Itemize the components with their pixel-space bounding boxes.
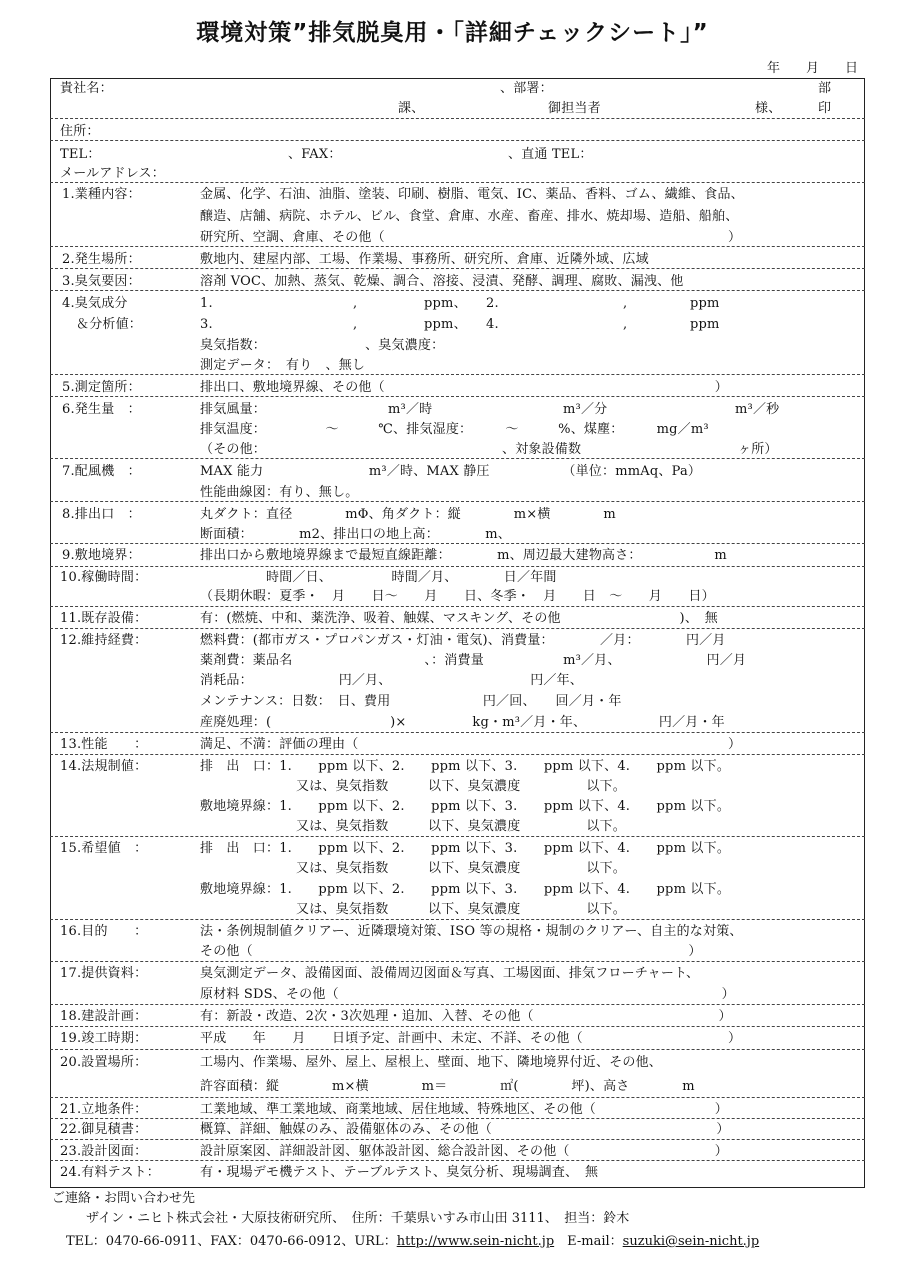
- form-text-line: 排気風量：: [200, 402, 267, 417]
- row-divider: [50, 1139, 865, 1140]
- form-text-line: 1.: [200, 296, 213, 311]
- form-text-line: 平成 年 月 日頃予定、計画中、未定、不詳、その他（ ）: [200, 1031, 742, 1046]
- form-text-line: 、FAX：: [288, 147, 342, 162]
- form-text-line: 許容面積：縦 m×横 m＝ ㎡( 坪)、高さ m: [200, 1079, 695, 1094]
- form-text-line: 設計原案図、詳細設計図、躯体設計図、総合設計図、その他（ ）: [200, 1144, 729, 1159]
- form-text-line: 14.法規制値：: [60, 759, 148, 774]
- form-text-line: 貴社名：: [60, 81, 113, 96]
- contact-heading: ご連絡・お問い合わせ先: [52, 1191, 196, 1206]
- form-text-line: 、対象設備数: [502, 442, 582, 457]
- form-text-line: 原材料 SDS、その他（ ）: [200, 987, 735, 1002]
- row-divider: [50, 140, 865, 141]
- form-text-line: 有：(燃焼、中和、薬洗浄、吸着、触媒、マスキング、その他 )、 無: [200, 611, 718, 626]
- form-text-line: 産廃処理：( )× kg・m³／月・年、 円／月・年: [200, 715, 725, 730]
- form-text-line: 消耗品： 円／月、 円／年、: [200, 673, 584, 688]
- form-text-line: 丸ダクト：直径 mΦ、角ダクト：縦 m×横 m: [200, 507, 616, 522]
- form-text-line: 21.立地条件：: [60, 1102, 148, 1117]
- form-text-line: 7.配風機 ：: [62, 464, 141, 479]
- form-text-line: MAX 能力 m³／時、MAX 静圧 （単位：mmAq、Pa）: [200, 464, 702, 479]
- form-text-line: 3.臭気要因：: [62, 274, 141, 289]
- form-text-line: ヶ所）: [738, 442, 778, 457]
- form-text-line: 23.設計図面：: [60, 1144, 148, 1159]
- row-divider: [50, 1026, 865, 1027]
- email-label: E-mail：: [554, 1234, 623, 1249]
- form-text-line: 16.目的 ：: [60, 924, 148, 939]
- row-divider: [50, 566, 865, 567]
- form-text-line: ppm: [690, 296, 720, 311]
- form-text-line: 性能曲線図：有り、無し。: [200, 485, 359, 500]
- form-text-line: 4.: [486, 317, 499, 332]
- form-text-line: 臭気指数： 、臭気濃度：: [200, 338, 445, 353]
- row-divider: [50, 628, 865, 629]
- form-text-line: 有：新設・改造、2次・3次処理・追加、入替、その他（ ）: [200, 1009, 732, 1024]
- form-text-line: 工場内、作業場、屋外、屋上、屋根上、壁面、地下、隣地境界付近、その他、: [200, 1055, 663, 1070]
- form-text-line: 敷地内、建屋内部、工場、作業場、事務所、研究所、倉庫、近隣外域、広域: [200, 252, 649, 267]
- contact-phone-fax: TEL：0470-66-0911、FAX：0470-66-0912、URL：: [66, 1234, 397, 1249]
- form-text-line: 時間／日、 時間／月、 日／年間: [200, 570, 557, 585]
- row-divider: [50, 754, 865, 755]
- form-text-line: 法・条例規制値クリアー、近隣環境対策、ISO 等の規格・規制のクリアー、自主的な対策、: [200, 924, 743, 939]
- form-text-line: 20.設置場所：: [60, 1055, 148, 1070]
- form-text-line: 課、: [398, 101, 425, 116]
- form-text-line: 有・現場デモ機テスト、テーブルテスト、臭気分析、現場調査、 無: [200, 1165, 599, 1180]
- contact-company-line: ザイン・ニヒト株式会社・大原技術研究所、 住所：千葉県いすみ市山田 3111、 担当：鈴木: [86, 1211, 630, 1226]
- form-text-line: 敷地境界線：1. ppm 以下、2. ppm 以下、3. ppm 以下、4. ppm 以下。: [200, 799, 731, 814]
- form-text-line: 10.稼働時間：: [60, 570, 148, 585]
- form-text-line: メンテナンス：日数： 日、費用 円／回、 回／月・年: [200, 694, 622, 709]
- form-text-line: （長期休暇：夏季・ 月 日～ 月 日、冬季・ 月 日 ～ 月 日）: [200, 589, 715, 604]
- form-text-line: 24.有料テスト：: [60, 1165, 160, 1180]
- form-text-line: 22.御見積書：: [60, 1122, 148, 1137]
- form-text-line: ,: [353, 296, 358, 311]
- form-text-line: 印: [818, 101, 832, 116]
- form-text-line: 13.性能 ：: [60, 737, 148, 752]
- form-text-line: 5.測定箇所：: [62, 380, 141, 395]
- form-text-line: 又は、臭気指数 以下、臭気濃度 以下。: [296, 819, 627, 834]
- form-text-line: 、直通 TEL：: [508, 147, 593, 162]
- form-text-line: （その他：: [200, 442, 267, 457]
- form-text-line: TEL：: [60, 147, 101, 162]
- row-divider: [50, 501, 865, 502]
- form-text-line: 住所：: [60, 124, 100, 139]
- form-text-line: ppm、: [424, 317, 467, 332]
- row-divider: [50, 836, 865, 837]
- form-text-line: ,: [353, 317, 358, 332]
- form-text-line: 燃料費：(都市ガス・プロパンガス・灯油・電気)、消費量： ／月： 円／月: [200, 633, 726, 648]
- form-text-line: 薬剤費：薬品名 、：消費量 m³／月、 円／月: [200, 653, 747, 668]
- row-divider: [50, 1097, 865, 1098]
- form-text-line: 又は、臭気指数 以下、臭気濃度 以下。: [296, 861, 627, 876]
- row-divider: [50, 606, 865, 607]
- form-text-line: 測定データ： 有り 、無し: [200, 358, 366, 373]
- form-text-line: 排出口、敷地境界線、その他（ ）: [200, 380, 729, 395]
- form-text-line: 4.臭気成分: [62, 296, 128, 311]
- page-title: 環境対策”排気脱臭用・｢詳細チェックシート｣”: [196, 20, 709, 46]
- form-text-line: 満足、不満：評価の理由（ ）: [200, 737, 742, 752]
- form-text-line: 17.提供資料：: [60, 966, 148, 981]
- form-text-line: 醸造、店舗、病院、ホテル、ビル、食堂、倉庫、水産、畜産、排水、焼却場、造船、船舶、: [200, 209, 739, 224]
- form-text-line: 排出口から敷地境界線まで最短直線距離： m、周辺最大建物高さ： m: [200, 548, 727, 563]
- form-text-line: 1.業種内容：: [62, 187, 141, 202]
- form-text-line: 11.既存設備：: [60, 611, 148, 626]
- row-divider: [50, 118, 865, 119]
- form-text-line: 工業地域、準工業地域、商業地域、居住地域、特殊地区、その他（ ）: [200, 1102, 729, 1117]
- form-text-line: ppm、: [424, 296, 467, 311]
- form-text-line: 又は、臭気指数 以下、臭気濃度 以下。: [296, 902, 627, 917]
- form-text-line: 2.: [486, 296, 499, 311]
- form-text-line: 御担当者: [548, 101, 601, 116]
- row-divider: [50, 919, 865, 920]
- row-divider: [50, 961, 865, 962]
- form-text-line: その他（ ）: [200, 944, 702, 959]
- form-text-line: 又は、臭気指数 以下、臭気濃度 以下。: [296, 779, 627, 794]
- form-text-line: 8.排出口 ：: [62, 507, 141, 522]
- row-divider: [50, 374, 865, 375]
- form-text-line: 金属、化学、石油、油脂、塗装、印刷、樹脂、電気、IC、薬品、香料、ゴム、繊維、食品、: [200, 187, 744, 202]
- contact-line: [66, 1233, 759, 1251]
- row-divider: [50, 1004, 865, 1005]
- form-text-line: 臭気測定データ、設備図面、設備周辺図面＆写真、工場図面、排気フローチャート、: [200, 966, 700, 981]
- form-text-line: 部: [818, 81, 832, 96]
- form-text-line: 15.希望値 ：: [60, 841, 148, 856]
- form-text-line: 敷地境界線：1. ppm 以下、2. ppm 以下、3. ppm 以下、4. ppm 以下。: [200, 882, 731, 897]
- form-text-line: 様、: [755, 101, 782, 116]
- form-text-line: m³／分: [563, 402, 608, 417]
- row-divider: [50, 1049, 865, 1050]
- form-text-line: ppm: [690, 317, 720, 332]
- form-text-line: 12.維持経費：: [60, 633, 148, 648]
- form-text-line: 断面積： m2、排出口の地上高： m、: [200, 527, 511, 542]
- form-text-line: 、部署：: [500, 81, 553, 96]
- form-text-line: m³／時: [388, 402, 433, 417]
- form-text-line: 概算、詳細、触媒のみ、設備躯体のみ、その他（ ）: [200, 1122, 730, 1137]
- email-link[interactable]: suzuki@sein-nicht.jp: [622, 1234, 760, 1249]
- row-divider: [50, 732, 865, 733]
- form-text-line: 排 出 口：1. ppm 以下、2. ppm 以下、3. ppm 以下、4. ppm 以下。: [200, 841, 731, 856]
- form-text-line: メールアドレス：: [60, 166, 165, 181]
- form-text-line: 19.竣工時期：: [60, 1031, 148, 1046]
- form-text-line: 2.発生場所：: [62, 252, 141, 267]
- website-link[interactable]: http://www.sein-nicht.jp: [396, 1234, 555, 1249]
- date-field: 年 月 日: [766, 61, 858, 76]
- form-text-line: 研究所、空調、倉庫、その他（ ）: [200, 230, 742, 245]
- row-divider: [50, 182, 865, 183]
- form-text-line: ,: [623, 317, 628, 332]
- form-text-line: ＆分析値：: [76, 317, 143, 332]
- form-text-line: 3.: [200, 317, 213, 332]
- form-text-line: ,: [623, 296, 628, 311]
- form-text-line: 排 出 口：1. ppm 以下、2. ppm 以下、3. ppm 以下、4. ppm 以下。: [200, 759, 731, 774]
- form-text-line: 6.発生量 ：: [62, 402, 141, 417]
- form-text-line: 9.敷地境界：: [62, 548, 141, 563]
- form-text-line: 18.建設計画：: [60, 1009, 148, 1024]
- form-text-line: 溶剤 VOC、加熱、蒸気、乾燥、調合、溶接、浸漬、発酵、調理、腐敗、漏洩、他: [200, 274, 684, 289]
- form-text-line: m³／秒: [735, 402, 780, 417]
- form-text-line: 排気温度： ～ ℃、排気湿度： ～ %、煤塵： mg／m³: [200, 422, 709, 437]
